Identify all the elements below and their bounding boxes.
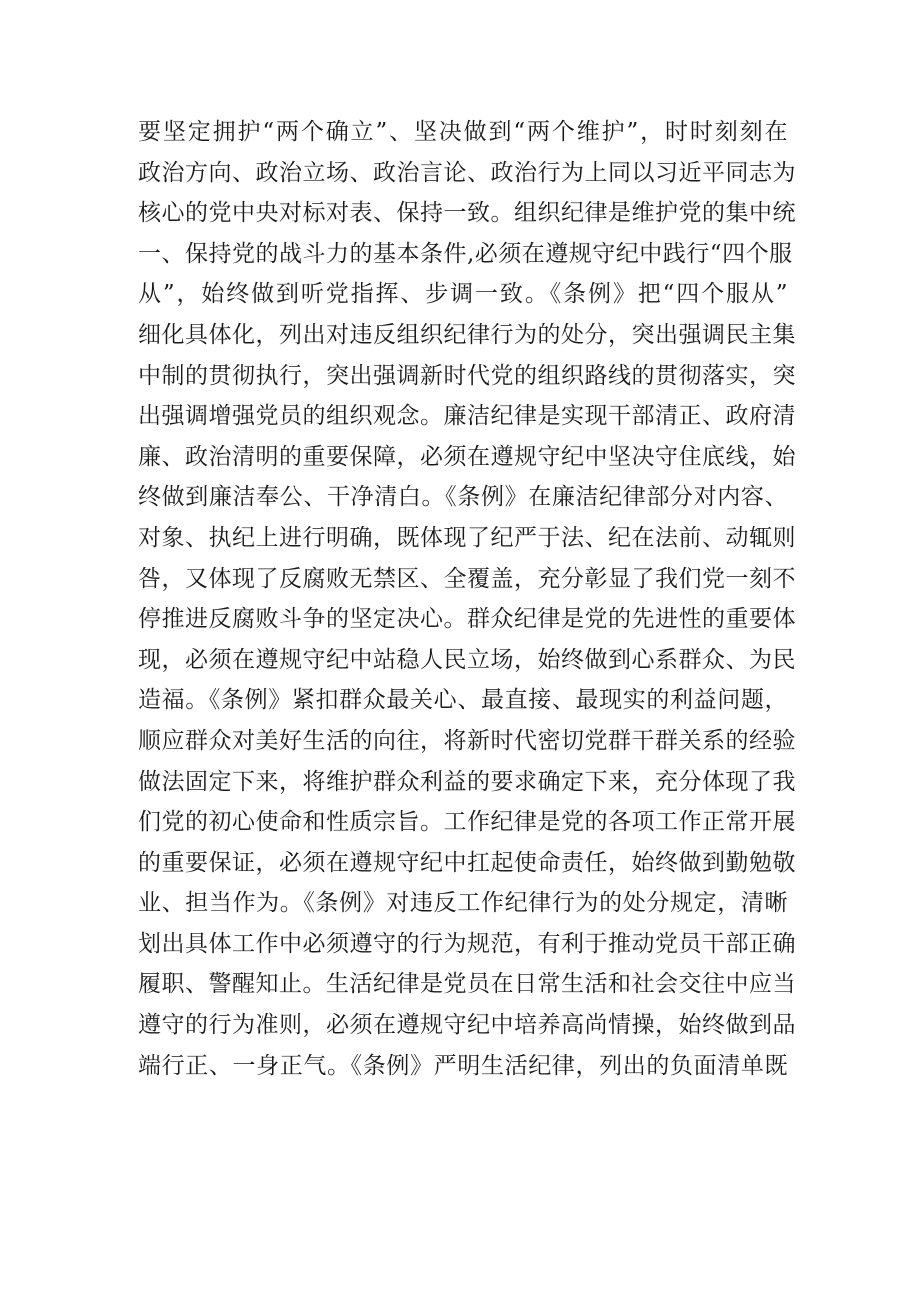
text-line: 政治方向、政治立场、政治言论、政治行为上同以习近平同志为 bbox=[138, 159, 796, 186]
text-line: 造福。《条例》紧扣群众最关心、最直接、最现实的利益问题， bbox=[138, 687, 788, 714]
text-line: 现，必须在遵规守纪中站稳人民立场，始终做到心系群众、为民 bbox=[138, 646, 796, 673]
text-line: 遵守的行为准则，必须在遵规守纪中培养高尚情操，始终做到品 bbox=[138, 1012, 796, 1039]
text-line: 一、保持党的战斗力的基本条件,必须在遵规守纪中践行“四个服 bbox=[138, 240, 793, 267]
text-line: 要坚定拥护“两个确立”、坚决做到“两个维护”，时时刻刻在 bbox=[138, 119, 788, 145]
text-line: 顺应群众对美好生活的向往，将新时代密切党群干群关系的经验 bbox=[138, 727, 796, 754]
text-line: 咎，又体现了反腐败无禁区、全覆盖，充分彰显了我们党一刻不 bbox=[138, 565, 796, 592]
text-line: 出强调增强党员的组织观念。廉洁纪律是实现干部清正、政府清 bbox=[138, 403, 796, 430]
text-line: 端行正、一身正气。《条例》严明生活纪律，列出的负面清单既 bbox=[138, 1052, 788, 1079]
text-line: 细化具体化，列出对违反组织纪律行为的处分，突出强调民主集 bbox=[138, 321, 796, 348]
body-paragraph bbox=[138, 112, 796, 1086]
text-line: 对象、执纪上进行明确，既体现了纪严于法、纪在法前、动辄则 bbox=[138, 524, 796, 551]
text-line: 从”，始终做到听党指挥、步调一致。《条例》把“四个服从” bbox=[138, 281, 788, 308]
text-line: 中制的贯彻执行，突出强调新时代党的组织路线的贯彻落实，突 bbox=[138, 362, 796, 389]
text-line: 做法固定下来，将维护群众利益的要求确定下来，充分体现了我 bbox=[138, 768, 796, 795]
text-line: 业、担当作为。《条例》对违反工作纪律行为的处分规定，清晰 bbox=[138, 890, 788, 917]
text-line: 的重要保证，必须在遵规守纪中扛起使命责任，始终做到勤勉敬 bbox=[138, 849, 796, 876]
text-line: 核心的党中央对标对表、保持一致。组织纪律是维护党的集中统 bbox=[138, 200, 796, 227]
text-line: 停推进反腐败斗争的坚定决心。群众纪律是党的先进性的重要体 bbox=[138, 606, 796, 633]
text-line: 履职、警醒知止。生活纪律是党员在日常生活和社会交往中应当 bbox=[138, 971, 796, 998]
text-line: 们党的初心使命和性质宗旨。工作纪律是党的各项工作正常开展 bbox=[138, 809, 796, 836]
text-line: 终做到廉洁奉公、干净清白。《条例》在廉洁纪律部分对内容、 bbox=[138, 484, 788, 511]
text-line: 廉、政治清明的重要保障，必须在遵规守纪中坚决守住底线，始 bbox=[138, 443, 796, 470]
text-line: 划出具体工作中必须遵守的行为规范，有利于推动党员干部正确 bbox=[138, 930, 796, 957]
